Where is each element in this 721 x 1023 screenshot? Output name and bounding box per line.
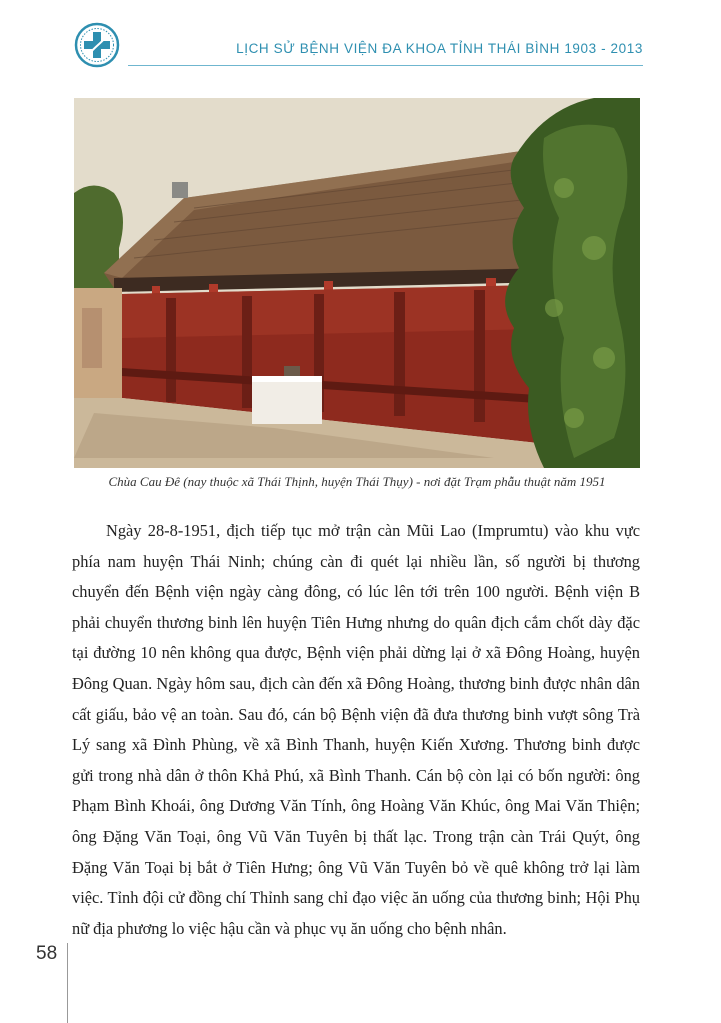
running-header-title: LỊCH SỬ BỆNH VIỆN ĐA KHOA TỈNH THÁI BÌNH 1903 - 2013 xyxy=(236,41,643,56)
hospital-logo xyxy=(74,22,120,68)
body-paragraph: Ngày 28-8-1951, địch tiếp tục mở trận càn Mũi Lao (Imprumtu) vào khu vực phía nam huyện Thái Ninh; chúng càn đi quét lại nhiều lần, số người bị thương chuyển đến Bệnh viện ngày càng đông, có lúc lên tới trên 100 người. Bệnh viện B phải chuyển thương binh lên huyện Tiên Hưng nhưng do quân địch cắm chốt dày đặc tại đường 10 nên không qua được, Bệnh viện phải dừng lại ở xã Đông Hoàng, huyện Đông Quan. Ngày hôm sau, địch càn đến xã Đông Hoàng, thương binh được nhân dân cất giấu, bảo vệ an toàn. Sau đó, cán bộ Bệnh viện đã đưa thương binh vượt sông Trà Lý sang xã Đình Phùng, về xã Bình Thanh, huyện Kiến Xương. Thương binh được gửi trong nhà dân ở thôn Khả Phú, xã Bình Thanh. Cán bộ còn lại có bốn người: ông Phạm Bình Khoái, ông Dương Văn Tính, ông Hoàng Văn Khúc, ông Mai Văn Thiện; ông Đặng Văn Toại, ông Vũ Văn Tuyên bị thất lạc. Trong trận càn Trái Quýt, ông Đặng Văn Toại bị bắt ở Tiên Hưng; ông Vũ Văn Tuyên bỏ về quê không trở lại làm việc. Tỉnh đội cử đồng chí Thỉnh sang chỉ đạo việc ăn uống của thương binh; Hội Phụ nữ địa phương lo việc hậu cần và phục vụ ăn uống cho bệnh nhân. xyxy=(72,521,640,938)
pagoda-illustration xyxy=(74,98,640,468)
body-text xyxy=(72,516,640,944)
photo-caption: Chùa Cau Đê (nay thuộc xã Thái Thịnh, huyện Thái Thụy) - nơi đặt Trạm phẫu thuật năm 1951 xyxy=(108,474,606,489)
pagoda-photo xyxy=(74,98,640,468)
page-number-divider xyxy=(67,943,68,1023)
header-divider xyxy=(128,65,643,66)
hospital-cross-logo-icon xyxy=(74,22,120,68)
page-number: 58 xyxy=(36,943,58,964)
